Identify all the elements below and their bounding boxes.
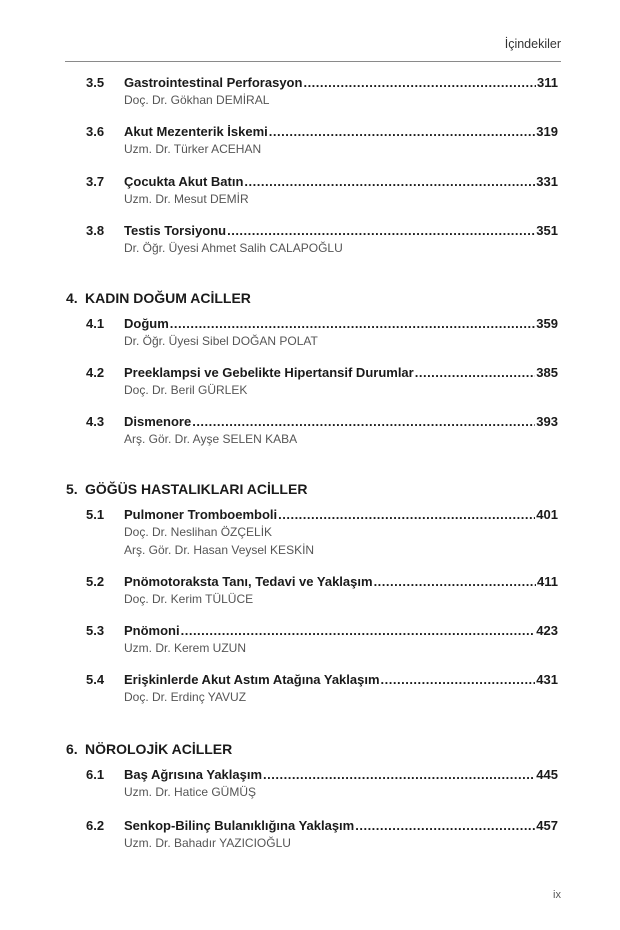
- dot-leader: [269, 124, 536, 140]
- entry-page: 457: [536, 818, 558, 833]
- page-number: ix: [553, 889, 561, 901]
- entry-title: Dismenore: [124, 414, 192, 429]
- entry-number: 5.2: [86, 574, 105, 589]
- entry-author: Dr. Öğr. Üyesi Ahmet Salih CALAPOĞLU: [124, 241, 343, 255]
- entry-page: 311: [537, 75, 558, 90]
- entry-number: 3.5: [86, 75, 105, 90]
- entry-number: 3.8: [86, 223, 105, 238]
- chapter-heading[interactable]: [66, 480, 307, 498]
- entry-page: 401: [536, 507, 558, 522]
- entry-page: 351: [536, 223, 558, 238]
- toc-entry[interactable]: [86, 507, 558, 559]
- entry-number: 5.4: [86, 672, 105, 687]
- dot-leader: [192, 414, 535, 430]
- entry-author: Doç. Dr. Kerim TÜLÜCE: [124, 592, 254, 606]
- dot-leader: [381, 672, 536, 688]
- entry-page: 359: [536, 316, 558, 331]
- entry-author: Doç. Dr. Beril GÜRLEK: [124, 383, 248, 397]
- dot-leader: [415, 365, 536, 381]
- toc-entry[interactable]: [86, 124, 558, 158]
- entry-author: Doç. Dr. Gökhan DEMİRAL: [124, 93, 270, 107]
- entry-page: 393: [536, 414, 558, 429]
- entry-page: 331: [536, 174, 558, 189]
- toc-entry[interactable]: [86, 672, 558, 706]
- chapter-heading[interactable]: [66, 289, 251, 307]
- entry-author: Uzm. Dr. Kerem UZUN: [124, 641, 247, 655]
- entry-author: Doç. Dr. Neslihan ÖZÇELİK: [124, 525, 273, 539]
- dot-leader: [181, 623, 536, 639]
- chapter-number: 4.: [66, 290, 78, 306]
- dot-leader: [303, 75, 536, 91]
- entry-page: 385: [536, 365, 558, 380]
- entry-author: Doç. Dr. Erdinç YAVUZ: [124, 690, 247, 704]
- entry-number: 6.1: [86, 767, 105, 782]
- toc-entry[interactable]: [86, 574, 558, 608]
- chapter-heading[interactable]: [66, 740, 232, 758]
- entry-number: 4.1: [86, 316, 105, 331]
- chapter-title: NÖROLOJİK ACİLLER: [85, 741, 233, 757]
- entry-title: Testis Torsiyonu: [124, 223, 227, 238]
- entry-title: Akut Mezenterik İskemi: [124, 124, 268, 139]
- entry-page: 423: [536, 623, 558, 638]
- entry-number: 3.7: [86, 174, 105, 189]
- chapter-title: GÖĞÜS HASTALIKLARI ACİLLER: [85, 481, 308, 497]
- entry-page: 411: [537, 574, 558, 589]
- entry-page: 319: [536, 124, 558, 139]
- header-title: İçindekiler: [504, 37, 561, 51]
- toc-entry[interactable]: [86, 767, 558, 801]
- chapter-number: 5.: [66, 481, 78, 497]
- dot-leader: [278, 507, 535, 523]
- entry-title: Pnömoni: [124, 623, 180, 638]
- dot-leader: [170, 316, 536, 332]
- toc-entry[interactable]: [86, 818, 558, 852]
- entry-title: Gastrointestinal Perforasyon: [124, 75, 303, 90]
- entry-author: Arş. Gör. Dr. Ayşe SELEN KABA: [124, 432, 298, 446]
- dot-leader: [244, 174, 535, 190]
- dot-leader: [374, 574, 536, 590]
- entry-title: Pulmoner Tromboemboli: [124, 507, 278, 522]
- chapter-title: KADIN DOĞUM ACİLLER: [85, 290, 251, 306]
- running-header: [65, 18, 561, 62]
- toc-entry[interactable]: [86, 365, 558, 399]
- entry-author: Uzm. Dr. Bahadır YAZICIOĞLU: [124, 836, 291, 850]
- entry-title: Baş Ağrısına Yaklaşım: [124, 767, 263, 782]
- dot-leader: [263, 767, 535, 783]
- entry-number: 5.1: [86, 507, 105, 522]
- entry-number: 6.2: [86, 818, 105, 833]
- entry-number: 4.2: [86, 365, 105, 380]
- entry-page: 431: [536, 672, 558, 687]
- entry-title: Erişkinlerde Akut Astım Atağına Yaklaşım: [124, 672, 380, 687]
- toc-entry[interactable]: [86, 223, 558, 257]
- dot-leader: [355, 818, 535, 834]
- entry-author: Uzm. Dr. Türker ACEHAN: [124, 142, 262, 156]
- entry-title: Doğum: [124, 316, 169, 331]
- entry-number: 4.3: [86, 414, 105, 429]
- toc-entry[interactable]: [86, 174, 558, 208]
- entry-author: Uzm. Dr. Mesut DEMİR: [124, 192, 249, 206]
- toc-entry[interactable]: [86, 414, 558, 448]
- entry-title: Çocukta Akut Batın: [124, 174, 244, 189]
- entry-number: 3.6: [86, 124, 105, 139]
- entry-number: 5.3: [86, 623, 105, 638]
- entry-author: Arş. Gör. Dr. Hasan Veysel KESKİN: [124, 543, 315, 557]
- entry-title: Senkop-Bilinç Bulanıklığına Yaklaşım: [124, 818, 355, 833]
- entry-title: Pnömotoraksta Tanı, Tedavi ve Yaklaşım: [124, 574, 373, 589]
- entry-page: 445: [536, 767, 558, 782]
- toc-entry[interactable]: [86, 623, 558, 657]
- toc-entry[interactable]: [86, 75, 558, 109]
- entry-author: Uzm. Dr. Hatice GÜMÜŞ: [124, 785, 257, 799]
- entry-title: Preeklampsi ve Gebelikte Hipertansif Durumlar: [124, 365, 414, 380]
- dot-leader: [227, 223, 535, 239]
- entry-author: Dr. Öğr. Üyesi Sibel DOĞAN POLAT: [124, 334, 318, 348]
- toc-entry[interactable]: [86, 316, 558, 350]
- chapter-number: 6.: [66, 741, 78, 757]
